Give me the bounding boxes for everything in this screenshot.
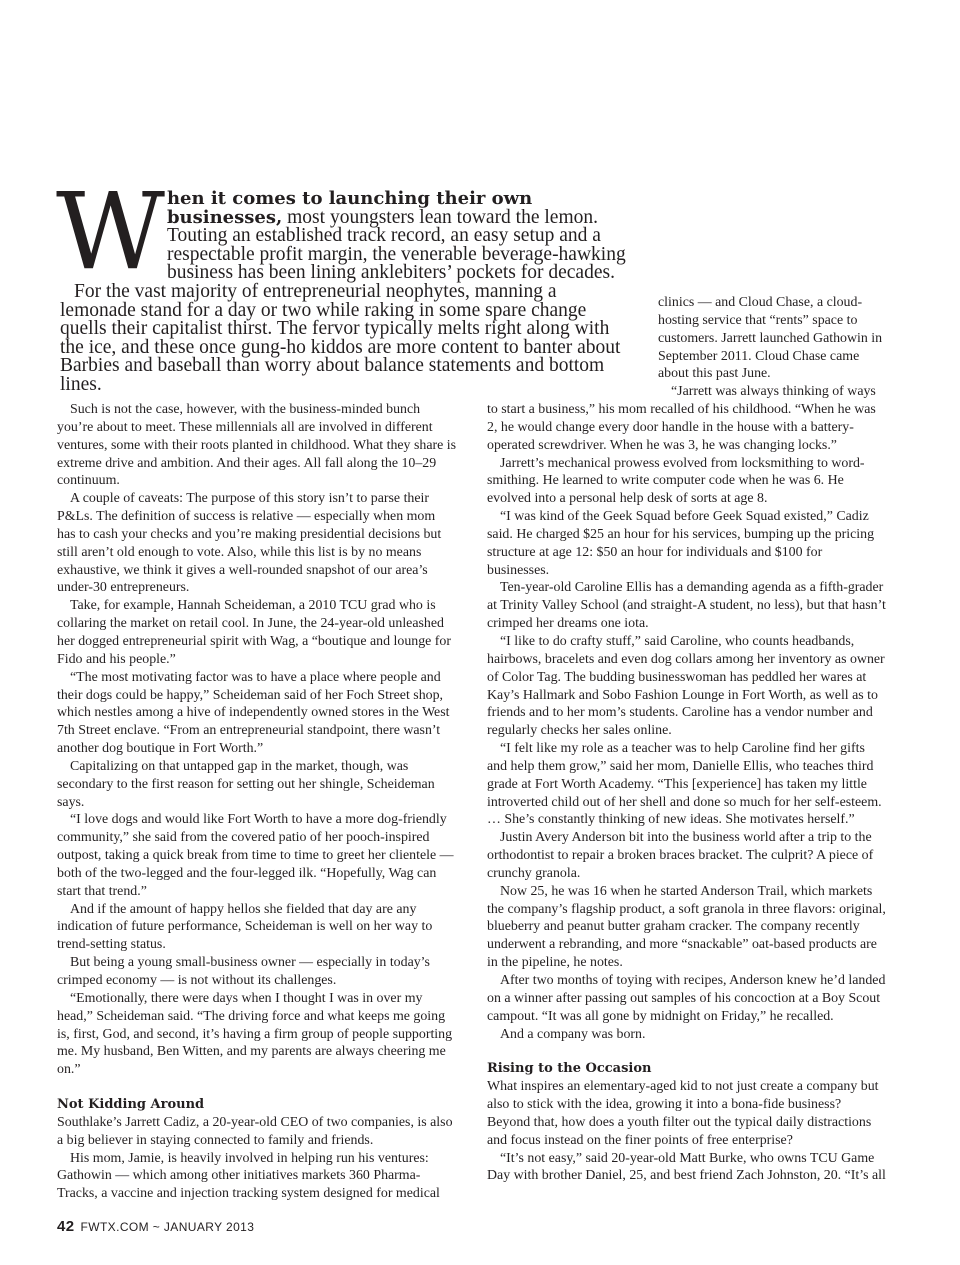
body-paragraph: Such is not the case, however, with the business-minded bunch you’re about to meet. These millennials all are involved in different ventures, some with their roots planted in childhood. What they share is extreme drive and ambition. And their ages. All fall along the 10–29 continuum.: [57, 402, 457, 489]
right-column: [487, 401, 887, 1185]
body-paragraph: A couple of caveats: The purpose of this story isn’t to parse their P&Ls. The definition of success is relative — especially when mom has to cash your checks and you’re making presidential decisions but still aren’t old enough to vote. Also, while this list is by no means exhaustive, we think it gives a well-rounded snapshot of our area’s under-30 entrepreneurs.: [57, 491, 442, 596]
body-paragraph: And if the amount of happy hellos she fielded that day are any indication of future performance, Scheideman is well on her way to trend-setting status.: [57, 901, 433, 953]
right-top-paragraph: clinics — and Cloud Chase, a cloud-hosting service that “rents” space to customers. Jarrett launched Gathowin in September 2011. Cloud Chase came about this past June.: [658, 295, 883, 382]
body-paragraph: to start a business,” his mom recalled of his childhood. “When he was 2, he would change every door handle in the house with a battery-operated screwdriver. When he was 3, he was changing locks.”: [487, 402, 876, 453]
body-paragraph: “The most motivating factor was to have a place where people and their dogs could be happy,” Scheideman said of her Foch Street shop, which nestles among a hive of independently owned stores in the West 7th Street enclave. “From an entrepreneurial standpoint, there wasn’t another dog boutique in Fort Worth.”: [57, 669, 450, 757]
body-paragraph: His mom, Jamie, is heavily involved in helping run his ventures: Gathowin — which among other initiatives markets 360 Pharma-Tracks, a vaccine and injection tracking system designed for medical: [57, 1150, 440, 1202]
body-paragraph: After two months of toying with recipes, Anderson knew he’d landed on a winner after passing out samples of his concoction at a Boy Scout campout. “It was all gone by midnight on Friday,” he recalled.: [487, 973, 886, 1024]
intro-lead: hen it comes to launching their own businesses,: [166, 188, 533, 228]
body-paragraph: What inspires an elementary-aged kid to not just create a company but also to stick with the idea, growing it into a bona-fide business? Beyond that, how does a youth filter out the typical daily distractions and focus instead on the finer points of free enterprise?: [487, 1079, 879, 1148]
body-paragraph: But being a young small-business owner — especially in today’s crimped economy — is not without its challenges.: [57, 955, 430, 988]
folio-text: FWTX.COM ~ JANUARY 2013: [80, 1220, 255, 1234]
body-paragraph: Capitalizing on that untapped gap in the market, though, was secondary to the first reason for setting out her shingle, Scheideman says.: [57, 758, 435, 810]
page-number: 42: [57, 1218, 75, 1235]
body-paragraph: And a company was born.: [500, 1026, 646, 1042]
intro-paragraph-2: For the vast majority of entrepreneurial neophytes, manning a lemonade stand for a day or two while raking in some spare change quells their capitalist thirst. The fervor typically melts right along with the ice, and these once gung-ho kiddos are more content to banter about Barbies and baseball than worry about balance statements and bottom lines.: [60, 280, 621, 395]
section-heading: Not Kidding Around: [57, 1097, 205, 1113]
intro-p1-text: most youngsters lean toward the lemon. Touting an established track record, an easy setup and a respectable profit margin, the venerable beverage-hawking business has been lining anklebiters’ pockets for decades.: [166, 206, 626, 284]
body-paragraph: Take, for example, Hannah Scheideman, a 2010 TCU grad who is collaring the market on retail cool. In June, the 24-year-old unleashed her dogged entrepreneurial spirit with Wag, a “boutique and lounge for Fido and his people.”: [57, 598, 451, 667]
body-paragraph: “It’s not easy,” said 20-year-old Matt Burke, who owns TCU Game Day with brother Daniel, 25, and best friend Zach Johnston, 20. “It’s all: [487, 1150, 886, 1184]
right-top-column: [658, 294, 890, 401]
right-top-paragraph: “Jarrett was always thinking of ways: [671, 384, 876, 400]
body-paragraph: Jarrett’s mechanical prowess evolved from locksmithing to word-smithing. He learned to write computer code when he was 6. He evolved into a personal help desk of sorts at age 8.: [487, 455, 865, 507]
body-paragraph: “I like to do crafty stuff,” said Caroline, who counts headbands, hairbows, bracelets and even dog collars among her inventory as owner of Color Tag. The budding businesswoman has peddled her wares at Kay’s Hallmark and Sobo Fashion Lounge in Fort Worth, as well as to friends and to her mom’s students. Caroline has a vendor number and regularly checks her sales online.: [487, 633, 885, 739]
body-paragraph: “I felt like my role as a teacher was to help Caroline find her gifts and help them grow,” said her mom, Danielle Ellis, who teaches third grade at Fort Worth Academy. “This [experience] has taken my little introverted child out of her shell and done so much for her self-esteem. … She’s constantly thinking of new ideas. She motivates herself.”: [487, 741, 882, 828]
body-paragraph: “I love dogs and would like Fort Worth to have a more dog-friendly community,” she said from the covered patio of her pooch-inspired outpost, taking a quick break from time to time to greet her clientele — both of the two-legged and the four-legged ilk. “Hopefully, Wag can start that trend.”: [57, 812, 454, 899]
body-paragraph: Southlake’s Jarrett Cadiz, a 20-year-old CEO of two companies, is also a big believer in staying connected to family and friends.: [57, 1114, 453, 1148]
left-column: [57, 401, 457, 1203]
body-paragraph: Justin Avery Anderson bit into the business world after a trip to the orthodontist to repair a broken braces bracket. The culprit? A piece of crunchy granola.: [487, 830, 874, 881]
drop-cap: W: [56, 170, 161, 293]
page-folio: [57, 1218, 254, 1235]
body-paragraph: “Emotionally, there were days when I thought I was in over my head,” Scheideman said. “The driving force and what keeps me going is, first, God, and second, it’s having a firm group of people supporting me. My husband, Ben Witten, and my parents are always cheering me on.”: [57, 990, 453, 1078]
body-paragraph: “I was kind of the Geek Squad before Geek Squad existed,” Cadiz said. He charged $25 an hour for his services, bumping up the pricing structure at age 12: $50 an hour for individuals and $100 for businesses.: [487, 509, 875, 578]
section-heading: Rising to the Occasion: [487, 1061, 652, 1077]
body-paragraph: Ten-year-old Caroline Ellis has a demanding agenda as a fifth-grader at Trinity Valley School (and straight-A student, no less), but that hasn’t crimped her dreams one iota.: [487, 580, 886, 632]
body-paragraph: Now 25, he was 16 when he started Anderson Trail, which markets the company’s flagship product, a soft granola in three flavors: original, blueberry and peanut butter graham cracker. The company recently underwent a rebranding, and more “snackable” oat-based products are in the pipeline, he notes.: [487, 883, 886, 971]
article-intro: [56, 170, 628, 395]
